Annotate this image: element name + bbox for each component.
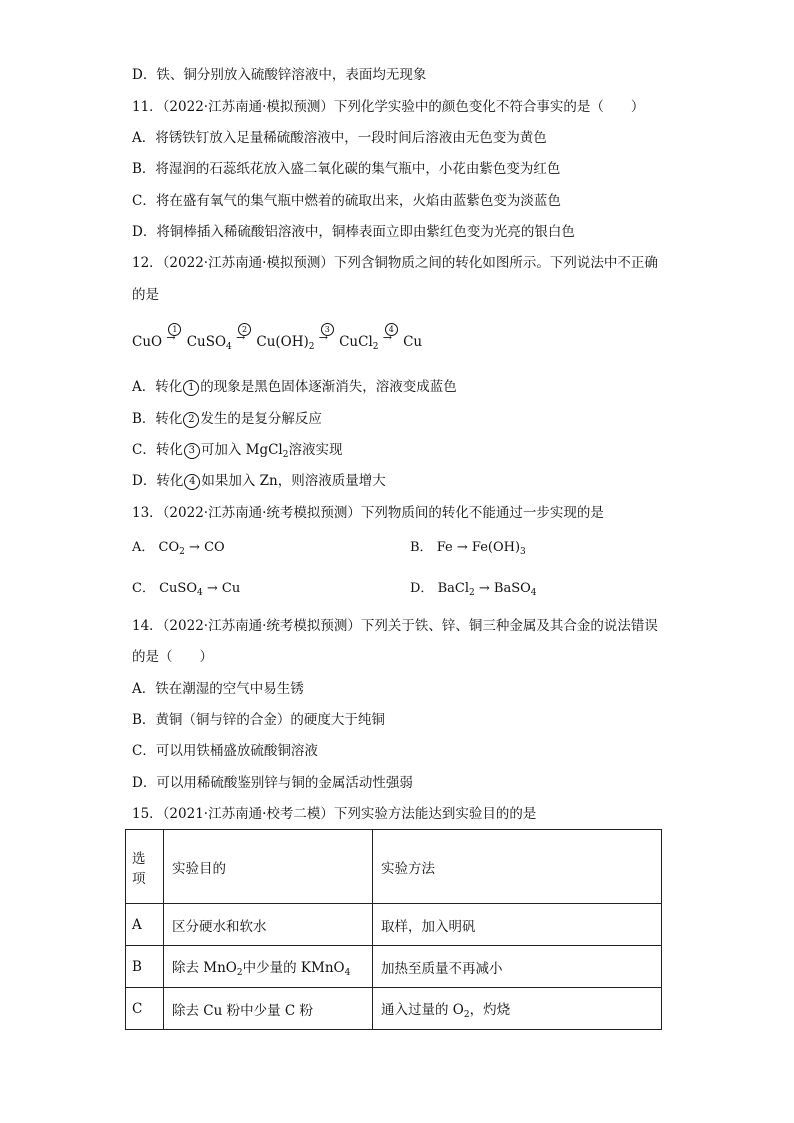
table-row: C 除去 Cu 粉中少量 C 粉 通入过量的 $O_2$，灼烧 [126,988,662,1030]
q14-option-c: C．可以用铁桶盛放硫酸铜溶液 [132,743,318,759]
table-row: B 除去 MnO$_2$中少量的 KMnO$_4$ 加热至质量不再减小 [126,946,662,988]
q12-conversion-chain [132,325,423,356]
chain-cuoh2: $Cu(OH)_2$ [256,334,315,352]
q14-option-b: B．黄铜（铜与锌的合金）的硬度大于纯铜 [132,712,385,728]
q14-option-d: D．可以用稀硫酸鉴别锌与铜的金属活动性强弱 [132,775,413,791]
chain-step-3-mark: 3 [321,323,334,336]
q13-option-d: D． BaCl$_2$ → BaSO$_4$ [410,581,537,598]
chain-step-2-mark: 2 [238,323,251,336]
q11-option-d: D．将铜棒插入稀硫酸铝溶液中，铜棒表面立即由紫红色变为光亮的银白色 [132,224,575,240]
q13-option-a: A． $CO_2$ → CO [132,540,225,557]
chain-arrow-3-line: → [318,331,329,344]
q14-stem-line1: 14．（2022·江苏南通·统考模拟预测）下列关于铁、锌、铜三种金属及其合金的说法错误 [132,618,658,634]
chain-cuso4: CuSO$_4$ [186,334,232,352]
q12-option-c: C．转化 3 可加入 MgCl$_2$溶液实现 [132,442,343,460]
q10-option-d: D．铁、铜分别放入硫酸锌溶液中，表面均无现象 [132,67,427,83]
chain-step-4-mark: 4 [385,323,398,336]
chain-arrow-4 [382,325,399,348]
chain-arrow-3 [318,325,335,348]
chain-arrow-1-line: → [166,331,176,344]
step-4-mark: 4 [184,474,200,490]
q14-stem-line2: 的是（ ） [132,649,213,665]
q12-option-b: B．转化 2 发生的是复分解反应 [132,411,322,427]
q15-stem: 15．（2021·江苏南通·校考二模）下列实验方法能达到实验目的的是 [132,806,537,822]
q13-stem: 13．（2022·江苏南通·统考模拟预测）下列物质间的转化不能通过一步实现的是 [132,505,604,521]
header-method-cell: 实验方法 [373,830,662,904]
chain-cuo: CuO [132,334,163,350]
q12-option-a: A．转化 1 的现象是黑色固体逐渐消失，溶液变成蓝色 [132,379,457,395]
q11-option-c: C．将在盛有氧气的集气瓶中燃着的硫取出来，火焰由蓝紫色变为淡蓝色 [132,193,561,209]
step-3-mark: 3 [184,443,200,459]
header-purpose-cell: 实验目的 [164,830,373,904]
q13-option-c: C． CuSO$_4$ → Cu [132,581,241,598]
q11-stem: 11．（2022·江苏南通·模拟预测）下列化学实验中的颜色变化不符合事实的是（ ） [132,99,645,115]
q11-option-a: A．将锈铁钉放入足量稀硫酸溶液中，一段时间后溶液由无色变为黄色 [132,130,547,146]
q12-stem-line1: 12．（2022·江苏南通·模拟预测）下列含铜物质之间的转化如图所示。下列说法中不正确 [132,255,658,271]
header-option-cell: 选 项 [126,830,164,904]
q11-option-b: B．将湿润的石蕊纸花放入盛二氧化碳的集气瓶中，小花由紫色变为红色 [132,161,561,177]
q12-stem-line2: 的是 [132,287,159,303]
chain-arrow-1 [166,325,182,348]
q14-option-a: A．铁在潮湿的空气中易生锈 [132,681,304,697]
q12-option-d: D．转化 4 如果加入 Zn，则溶液质量增大 [132,473,386,489]
step-2-mark: 2 [183,412,199,428]
step-1-mark: 1 [183,380,199,396]
chain-cu: Cu [403,334,423,350]
table-header-row [126,830,662,904]
chain-arrow-2 [236,325,252,348]
chain-cucl2: CuCl$_2$ [339,334,379,352]
chain-arrow-2-line: → [236,331,246,344]
chain-arrow-4-line: → [382,331,393,344]
chain-step-1-mark: 1 [168,323,181,336]
q15-table [125,829,662,1030]
q13-option-b: B． $Fe \to Fe(OH)_3$ [410,540,526,557]
table-row: A 区分硬水和软水 取样，加入明矾 [126,904,662,946]
